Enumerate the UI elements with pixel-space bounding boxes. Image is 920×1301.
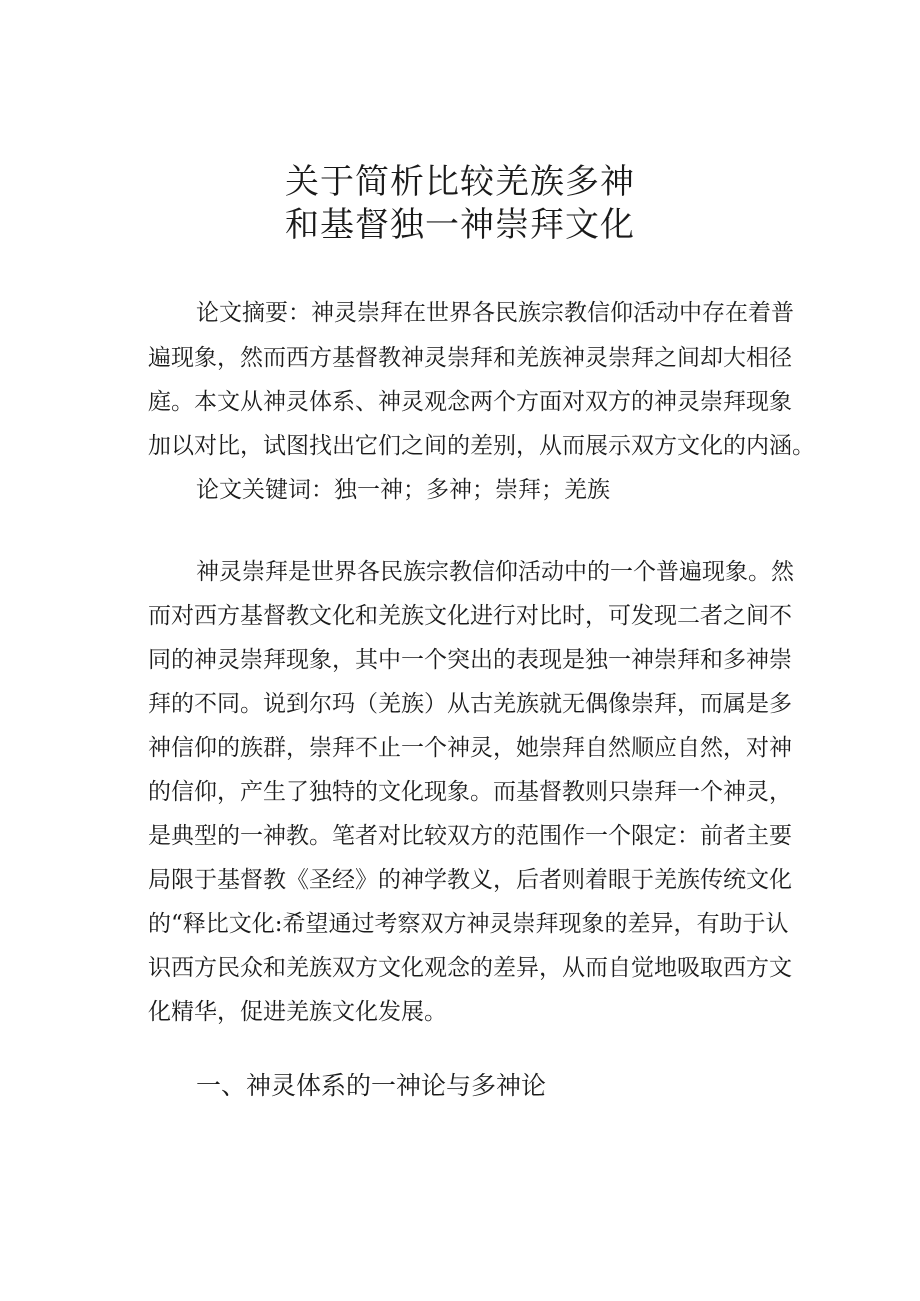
abstract-line: 庭。本文从神灵体系、神灵观念两个方面对双方的神灵崇拜现象 <box>148 389 792 415</box>
body-paragraph-line: 识西方民众和羌族双方文化观念的差异，从而自觉地吸取西方文 <box>148 955 792 981</box>
body-paragraph-line: 的“释比文化:希望通过考察双方神灵崇拜现象的差异，有助于认 <box>148 911 789 937</box>
abstract-line: 论文摘要：神灵崇拜在世界各民族宗教信仰活动中存在着普 <box>196 300 794 326</box>
body-paragraph-line: 神信仰的族群，崇拜不止一个神灵，她崇拜自然顺应自然，对神 <box>148 735 792 761</box>
document-title-line-1: 关于简析比较羌族多神 <box>285 162 635 202</box>
keywords-line: 论文关键词：独一神；多神；崇拜；羌族 <box>196 477 610 503</box>
body-paragraph-line: 拜的不同。说到尔玛（羌族）从古羌族就无偶像崇拜，而属是多 <box>148 691 792 717</box>
abstract-line: 加以对比，试图找出它们之间的差别，从而展示双方文化的内涵。 <box>148 433 815 459</box>
body-paragraph-line: 而对西方基督教文化和羌族文化进行对比时，可发现二者之间不 <box>148 603 792 629</box>
body-paragraph-line: 化精华，促进羌族文化发展。 <box>148 999 447 1025</box>
body-paragraph-line: 同的神灵崇拜现象，其中一个突出的表现是独一神崇拜和多神崇 <box>148 647 792 673</box>
abstract-line: 遍现象，然而西方基督教神灵崇拜和羌族神灵崇拜之间却大相径 <box>148 345 792 371</box>
body-paragraph-line: 神灵崇拜是世界各民族宗教信仰活动中的一个普遍现象。然 <box>196 559 794 585</box>
section-heading: 一、神灵体系的一神论与多神论 <box>196 1071 547 1100</box>
body-paragraph-line: 局限于基督教《圣经》的神学教义，后者则着眼于羌族传统文化 <box>148 867 792 893</box>
body-paragraph-line: 是典型的一神教。笔者对比较双方的范围作一个限定：前者主要 <box>148 823 792 849</box>
body-paragraph-line: 的信仰，产生了独特的文化现象。而基督教则只崇拜一个神灵， <box>148 779 792 805</box>
document-title-line-2: 和基督独一神崇拜文化 <box>285 205 635 245</box>
